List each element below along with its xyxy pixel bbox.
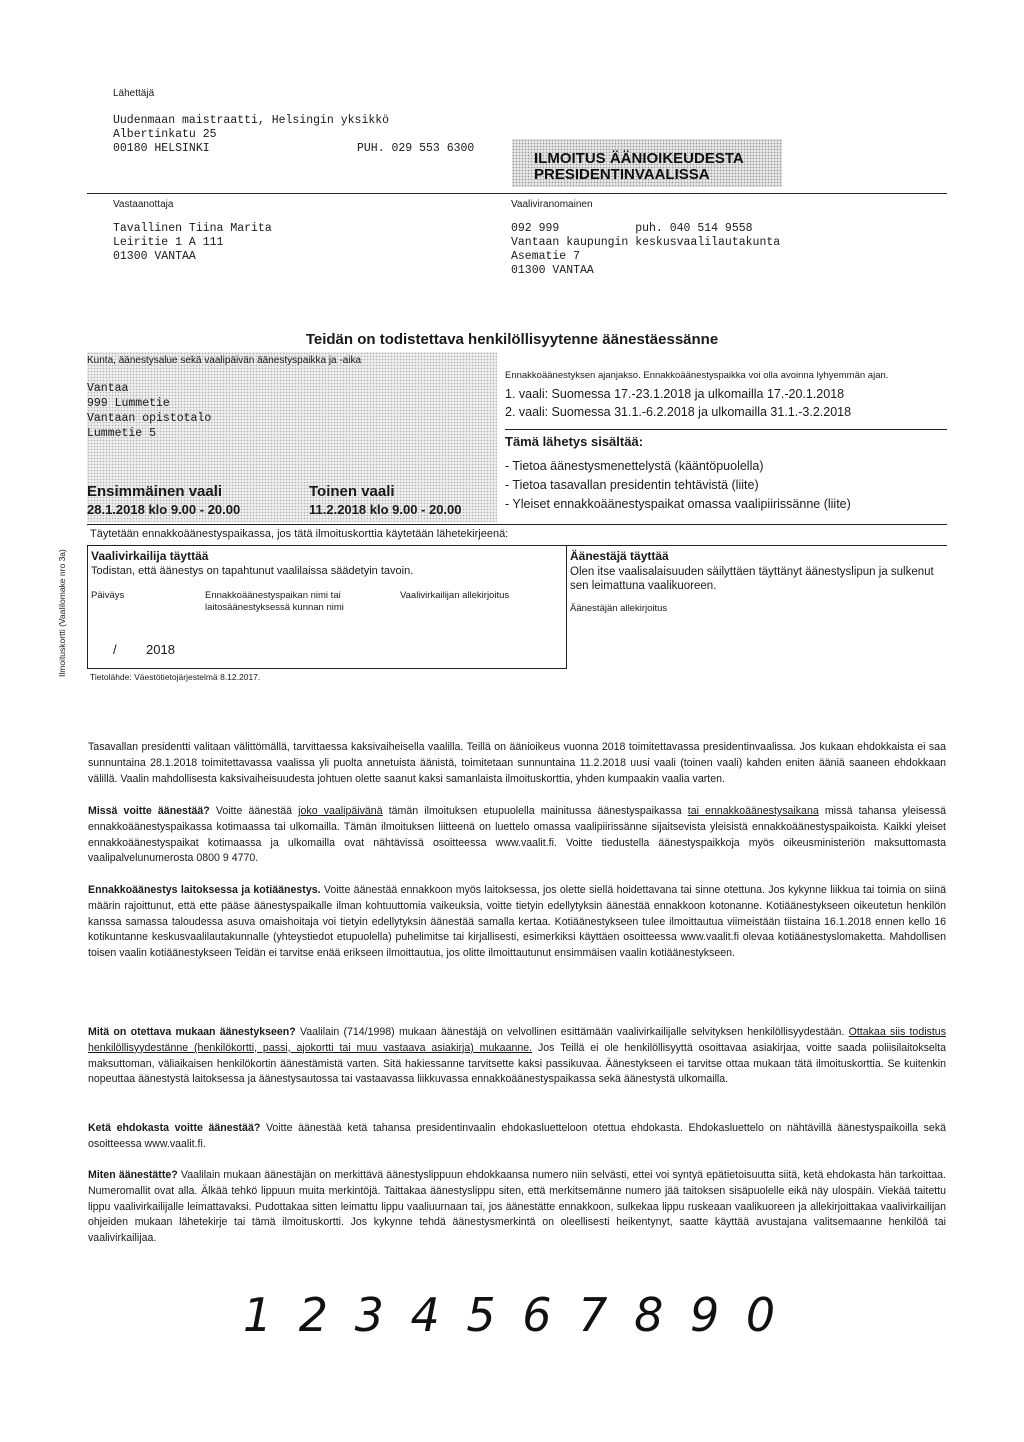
paragraph-institution	[88, 883, 946, 962]
paragraph-intro: Tasavallan presidentti valitaan välittömällä, tarvittaessa kaksivaiheisella vaalilla. Teillä on äänioikeus vuonna 2018 toimitettavassa presidentinvaalissa. Jos kukaan ehdokkaista ei saa sunnuntaina 28.1.2018 toimitettavassa vaalissa yli puolta annetuista äänistä, toimitetaan sunnuntaina 11.2.2018 uusi vaali (toinen vaali) kahden eniten ääniä saaneen ehdokkaan välillä. Vaalin mahdollisesta kaksivaiheisuudesta johtuen olette saanut kaksi samanlaista ilmoituskorttia, yhden kumpaakin vaalia varten.	[88, 741, 946, 785]
paragraph-how	[88, 1168, 946, 1247]
divider	[566, 545, 567, 669]
sender-street: Albertinkatu 25	[113, 128, 217, 141]
recipient-name: Tavallinen Tiina Marita	[113, 222, 272, 235]
second-election-date: 11.2.2018 klo 9.00 - 20.00	[309, 502, 462, 517]
paragraph-heading: Ketä ehdokasta voitte äänestää?	[88, 1122, 261, 1134]
contents-title: Tämä lähetys sisältää:	[505, 434, 644, 449]
id-notice: Teidän on todistettava henkilöllisyytenne äänestäessänne	[305, 331, 719, 348]
paragraph-text: tämän ilmoituksen etupuolella mainitussa äänestyspaikassa	[382, 805, 688, 817]
date-year: 2018	[146, 642, 175, 657]
divider	[505, 429, 947, 430]
paragraph-underlined: tai ennakkoäänestysaikana	[687, 805, 819, 817]
banner-line2: PRESIDENTINVAALISSA	[534, 166, 710, 183]
authority-postal: 01300 VANTAA	[511, 264, 594, 277]
contents-item: - Tietoa äänestysmenettelystä (kääntöpuolella)	[505, 459, 764, 473]
sender-phone: PUH. 029 553 6300	[357, 142, 475, 155]
official-signature-label: Vaalivirkailijan allekirjoitus	[400, 590, 510, 601]
banner-line1: ILMOITUS ÄÄNIOIKEUDESTA	[534, 150, 744, 167]
paragraph-text: Jos Teillä ei ole henkilöllisyyttä osoittavaa asiakirjaa, voitte saada poliisilaitokselta maksuttoman, väliaikaisen henkilökortin äänestämistä varten. Sitä hakiessanne tarvitsette kaksi passikuvaa. Äänestykseen ei tarvitse ottaa mukaan tätä ilmoituskorttia. Se kuitenkin nopeuttaa äänestystä laitoksessa ja äänestysautossa tai vastaavassa liikkuvassa ennakkoäänestyspaikassa sekä äänestystä ulkomailla.	[88, 1041, 946, 1086]
authority-street: Asematie 7	[511, 250, 581, 263]
paragraph-text: Vaalilain (714/1998) mukaan äänestäjä on velvollinen esittämään vaalivirkailijalle selvityksen henkilöllisyydestään.	[295, 1026, 849, 1038]
polling-label: Kunta, äänestysalue sekä vaalipäivän äänestyspaikka ja -aika	[87, 355, 362, 366]
divider	[87, 524, 947, 525]
paragraph-underlined: Ottakaa siis todistus henkilöllisyydestänne (henkilökortti, passi, ajokortti tai muu vastaava asiakirja) mukaanne.	[88, 1026, 946, 1054]
voter-signature-label: Äänestäjän allekirjoitus	[570, 603, 668, 614]
divider	[87, 545, 88, 669]
authority-name: Vantaan kaupungin keskusvaalilautakunta	[511, 236, 781, 249]
paragraph-heading: Mitä on otettava mukaan äänestykseen?	[88, 1026, 296, 1038]
second-election-title: Toinen vaali	[309, 483, 395, 500]
recipient-postal: 01300 VANTAA	[113, 250, 196, 263]
divider	[87, 193, 947, 194]
paragraph-candidate	[88, 1121, 946, 1153]
polling-place: Vantaan opistotalo	[87, 412, 212, 425]
polling-district: 999 Lummetie	[87, 397, 170, 410]
first-election-title: Ensimmäinen vaali	[87, 483, 223, 500]
contents-item: - Tietoa tasavallan presidentin tehtävistä (liite)	[505, 478, 759, 492]
notice-banner	[512, 139, 782, 187]
paragraph-text: Vaalilain mukaan äänestäjän on merkittävä äänestyslippuun ehdokkaansa numero niin selvästi, ettei voi syntyä epätietoisuutta siitä, ketä ehdokasta hän tarkoittaa. Numeromallit ovat alla. Älkää tehkö lippuun muita merkintöjä. Taittakaa äänestyslippu siten, että merkitsemänne numero jää taitoksen sisäpuolelle eikä näy ulospäin. Viekää taitettu lippu vaalivirkailijalle leimattavaksi. Pudottakaa sitten leimattu lippu vaaliuurnaan tai, jos äänestätte ennakkoon, sulkekaa lippu ruskeaan vaalikuoreen ja allekirjoittakaa vaalivirkailijan ohjeiden mukaan lähetekirje tai tämä ilmoituskortti. Jos kykynne tehdä äänestysmerkintä on oleellisesti heikentynyt, saatte käyttää avustajana valitsemaanne henkilöä tai vaalivirkailijaa.	[88, 1169, 946, 1245]
contents-list	[505, 457, 851, 514]
polling-municipality: Vantaa	[87, 382, 129, 395]
source-note: Tietolähde: Väestötietojärjestelmä 8.12.2017.	[90, 672, 261, 682]
official-statement: Todistan, että äänestys on tapahtunut vaalilaissa säädetyin tavoin.	[91, 565, 414, 577]
side-text: Ilmoituskortti (Vaalilomake nro 3a)	[57, 549, 67, 677]
paragraph-text: missä tahansa yleisessä ennakkoäänestyspaikassa kotimaassa tai ulkomailla. Tämän ilmoituksen liitteenä on luettelo omassa vaalipiirissänne sijaitsevista yleisistä ennakkoäänestyspaikoista. Kaikki yleiset ennakkoäänestyspaikat kotimaassa ja ulkomailla ovat nähtävissä osoitteessa www.vaalit.fi. Voitte tiedustella äänestyspaikkoja myös oikeusministeriön maksuttomasta vaalipalvelunumerosta 0800 9 4770.	[88, 805, 946, 865]
authority-label: Vaaliviranomainen	[511, 199, 593, 210]
paragraph-text: Voitte äänestää	[209, 805, 299, 817]
paragraph-where	[88, 804, 946, 867]
voter-statement: Olen itse vaalisalaisuuden säilyttäen täyttänyt äänestyslipun ja sulkenut sen leimattuna vaalikuoreen.	[570, 566, 934, 592]
advance-round1: 1. vaali: Suomessa 17.-23.1.2018 ja ulkomailla 17.-20.1.2018	[505, 387, 845, 401]
paragraph-heading: Miten äänestätte?	[88, 1169, 178, 1181]
sender-name: Uudenmaan maistraatti, Helsingin yksikkö	[113, 114, 390, 127]
date-label: Päiväys	[91, 590, 125, 601]
paragraph-heading: Ennakkoäänestys laitoksessa ja kotiäänestys.	[88, 884, 321, 896]
recipient-street: Leiritie 1 A 111	[113, 236, 224, 249]
voter-title: Äänestäjä täyttää	[570, 549, 669, 563]
paragraph-heading: Missä voitte äänestää?	[88, 805, 210, 817]
recipient-label: Vastaanottaja	[113, 199, 174, 210]
sender-label: Lähettäjä	[113, 88, 155, 99]
first-election-date: 28.1.2018 klo 9.00 - 20.00	[87, 502, 241, 517]
place-label: Ennakkoäänestyspaikan nimi tai laitosäänestyksessä kunnan nimi	[205, 590, 344, 613]
contents-item: - Yleiset ennakkoäänestyspaikat omassa vaalipiirissänne (liite)	[505, 497, 851, 511]
official-title: Vaalivirkailija täyttää	[91, 549, 209, 563]
polling-address: Lummetie 5	[87, 427, 157, 440]
divider	[87, 668, 567, 669]
sender-postal: 00180 HELSINKI	[113, 142, 210, 155]
paragraph-underlined: joko vaalipäivänä	[298, 805, 383, 817]
paragraph-bring	[88, 1025, 946, 1088]
date-slash: /	[113, 642, 117, 657]
advance-round2: 2. vaali: Suomessa 31.1.-6.2.2018 ja ulkomailla 31.1.-3.2.2018	[505, 405, 852, 419]
authority-phone: 092 999 puh. 040 514 9558	[511, 222, 753, 235]
paragraph-text: Voitte äänestää ketä tahansa presidentinvaalin ehdokasluetteloon otettua ehdokasta. Ehdokasluettelo on nähtävillä äänestyspaikoilla sekä osoitteessa www.vaalit.fi.	[88, 1122, 947, 1150]
fill-note: Täytetään ennakkoäänestyspaikassa, jos tätä ilmoituskorttia käytetään lähetekirjeenä:	[90, 528, 509, 540]
number-samples: 1 2 3 4 5 6 7 8 9 0	[242, 1288, 782, 1342]
divider	[87, 545, 947, 546]
paragraph-text: Voitte äänestää ennakkoon myös laitoksessa, jos olette siellä hoidettavana tai sinne otettuna. Jos kykynne liikkua tai toimia on siinä määrin rajoittunut, että ette pääse äänestyspaikalle ilman kohtuuttomia vaikeuksia, voitte tietyin edellytyksin äänestää ennakkoon kotonanne. Kotiäänestykseen oikeutetun henkilön kanssa samassa taloudessa asuva omaishoitaja voi tietyin edellytyksin äänestää samalla kertaa. Kotiäänestykseen tulee ilmoittautua viimeistään tiistaina 16.1.2018 ennen kello 16 kotikuntanne keskusvaalilautakunnalle (yhteystiedot etupuolella) puhelimitse tai kirjallisesti, esimerkiksi käyttäen osoitteessa www.vaalit.fi olevaa kotiäänestyslomaketta. Mahdollisen toisen vaalin kotiäänestykseen Teidän ei tarvitse enää erikseen ilmoittautua, jos olitte ilmoittautunut ensimmäisen vaalin kotiäänestykseen.	[88, 884, 946, 960]
polling-panel	[87, 352, 497, 522]
advance-heading: Ennakkoäänestyksen ajanjakso. Ennakkoäänestyspaikka voi olla avoinna lyhyemmän ajan.	[505, 370, 889, 381]
